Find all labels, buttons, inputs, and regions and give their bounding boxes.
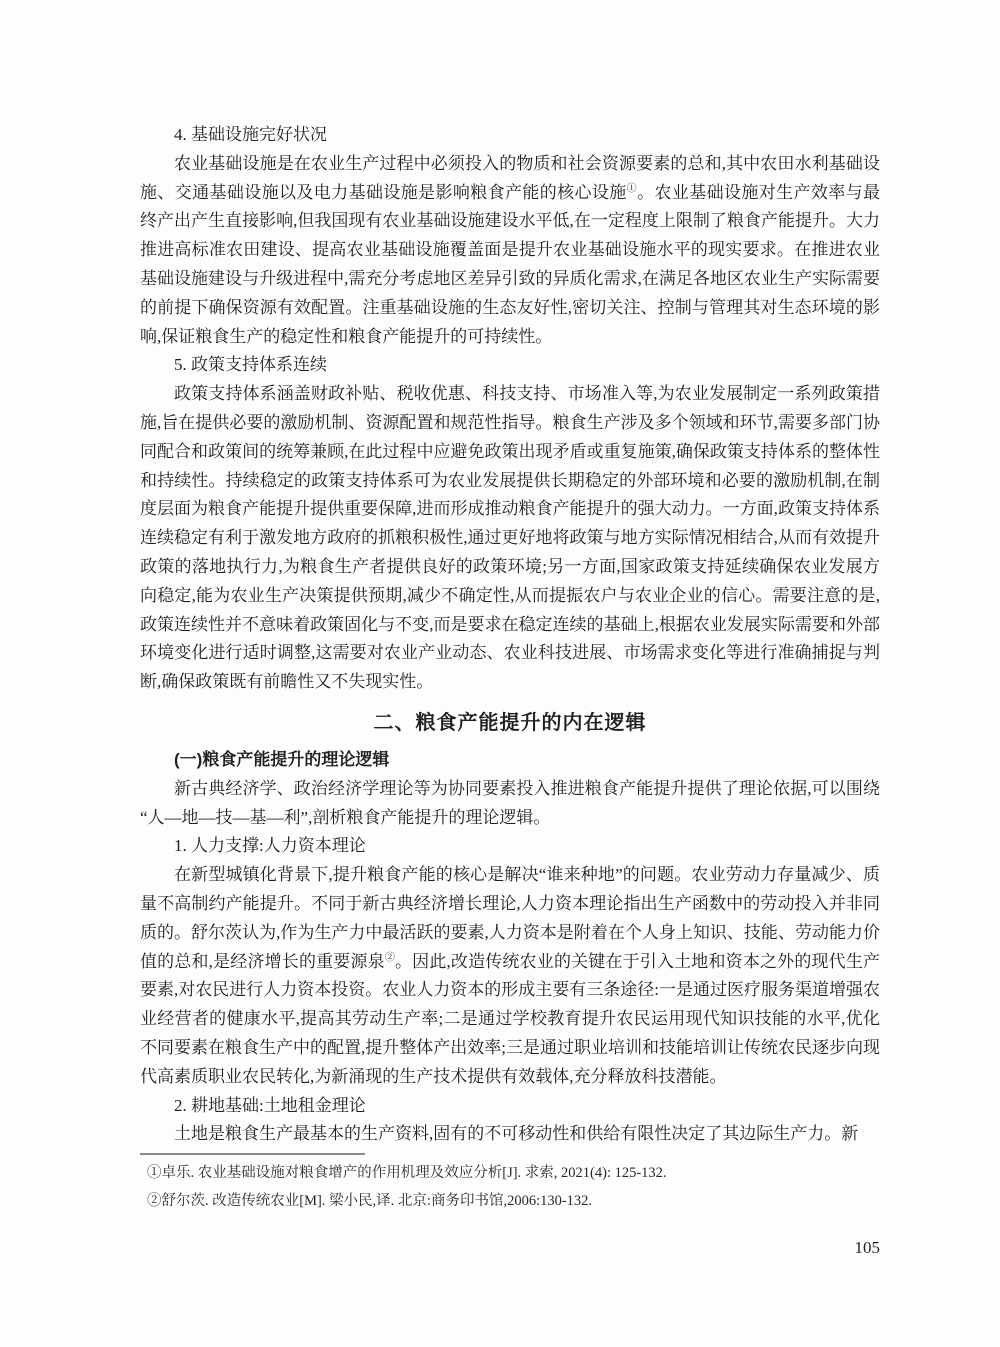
footnote-2: ②舒尔茨. 改造传统农业[M]. 梁小民,译. 北京:商务印书馆,2006:130-132.	[147, 1193, 593, 1210]
footnote-area	[140, 1153, 880, 1215]
paragraph-text: 农业基础设施是在农业生产过程中必须投入的物质和社会资源要素的总和,其中农田水利基础设施、交通基础设施以及电力基础设施是影响粮食产能的核心设施	[140, 153, 880, 202]
numbered-heading-1-human-capital: 1. 人力支撑:人力资本理论	[174, 836, 366, 856]
footnote-1: ①卓乐. 农业基础设施对粮食增产的作用机理及效应分析[J]. 求索, 2021(4): 125-132.	[147, 1165, 667, 1182]
footnote-ref-2: ②	[384, 951, 395, 963]
page-body	[140, 121, 880, 1149]
footnote-ref-1: ①	[626, 182, 638, 194]
numbered-heading-4: 4. 基础设施完好状况	[174, 125, 327, 144]
section-title-inner-logic: 二、粮食产能提升的内在逻辑	[373, 711, 647, 734]
page-number: 105	[854, 1238, 880, 1257]
paragraph-policy-support: 政策支持体系涵盖财政补贴、税收优惠、科技支持、市场准入等,为农业发展制定一系列政策措施,旨在提供必要的激励机制、资源配置和规范性指导。粮食生产涉及多个领域和环节,需要多部门协同配合和政策间的统筹兼顾,在此过程中应避免政策出现矛盾或重复施策,确保政策支持体系的整体性和持续性。持续稳定的政策支持体系可为农业发展提供长期稳定的外部环境和必要的激励机制,在制度层面为粮食产能提升提供重要保障,进而形成推动粮食产能提升的强大动力。一方面,政策支持体系连续稳定有利于激发地方政府的抓粮积极性,通过更好地将政策与地方实际情况相结合,从而有效提升政策的落地执行力,为粮食生产者提供良好的政策环境;另一方面,国家政策支持延续确保农业发展方向稳定,能为农业生产决策提供预期,减少不确定性,从而提振农户与农业企业的信心。需要注意的是,政策连续性并不意味着政策固化与不变,而是要求在稳定连续的基础上,根据农业发展实际需要和外部环境变化进行适时调整,这需要对农业产业动态、农业科技进展、市场需求变化等进行准确捕捉与判断,确保政策既有前瞻性又不失现实性。	[140, 384, 880, 692]
paragraph-human-capital	[140, 861, 880, 1091]
paragraph-infrastructure	[140, 150, 880, 352]
paragraph-text: 。因此,改造传统农业的关键在于引入土地和资本之外的现代生产要素,对农民进行人力资本投资。农业人力资本的形成主要有三条途径:一是通过医疗服务渠道增强农业经营者的健康水平,提高其劳动生产率;二是通过学校教育提升农民运用现代知识技能的水平,优化不同要素在粮食生产中的配置,提升整体产出效率;三是通过职业培训和技能培训让传统农民逐步向现代高素质职业农民转化,为新涌现的生产技术提供有效载体,充分释放科技潜能。	[140, 951, 881, 1086]
paragraph-theory-basis: 新古典经济学、政治经济学理论等为协同要素投入推进粮食产能提升提供了理论依据,可以围绕“人—地—技—基—利”,剖析粮食产能提升的理论逻辑。	[140, 778, 880, 827]
footnote-separator	[140, 1153, 365, 1155]
numbered-heading-2-land-rent: 2. 耕地基础:土地租金理论	[174, 1095, 366, 1115]
paragraph-land: 土地是粮食生产最基本的生产资料,固有的不可移动性和供给有限性决定了其边际生产力。新	[174, 1124, 859, 1144]
numbered-heading-5: 5. 政策支持体系连续	[174, 355, 327, 375]
paragraph-text: 。农业基础设施对生产效率与最终产出产生直接影响,但我国现有农业基础设施建设水平低,在一定程度上限制了粮食产能提升。大力推进高标准农田建设、提高农业基础设施覆盖面是提升农业基础设施水平的现实要求。在推进农业基础设施建设与升级进程中,需充分考虑地区差异引致的异质化需求,在满足各地区农业生产实际需要的前提下确保资源有效配置。注重基础设施的生态友好性,密切关注、控制与管理其对生态环境的影响,保证粮食生产的稳定性和粮食产能提升的可持续性。	[140, 182, 881, 346]
paragraph-text: 在新型城镇化背景下,提升粮食产能的核心是解决“谁来种地”的问题。农业劳动力存量减少、质量不高制约产能提升。不同于新古典经济增长理论,人力资本理论指出生产函数中的劳动投入并非同质的。舒尔茨认为,作为生产力中最活跃的要素,人力资本是附着在个人身上知识、技能、劳动能力价值的总和,是经济增长的重要源泉	[140, 865, 880, 971]
subsection-title-theoretical-logic: (一)粮食产能提升的理论逻辑	[174, 749, 390, 769]
